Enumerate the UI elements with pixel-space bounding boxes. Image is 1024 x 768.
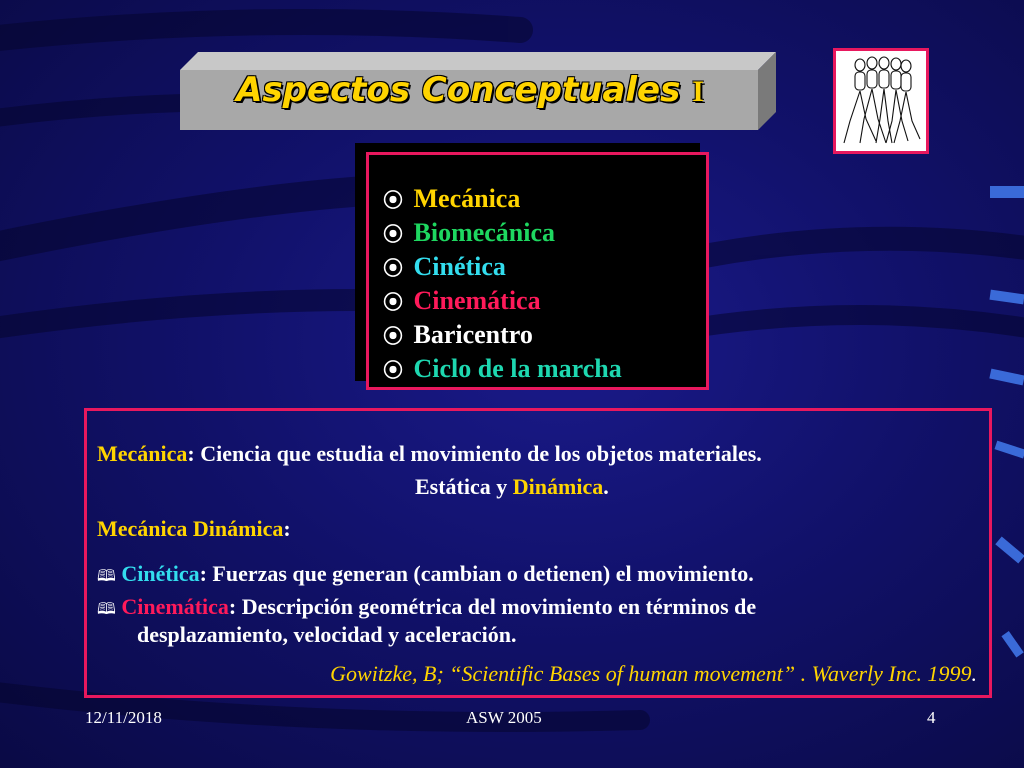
book-icon: 🕮: [97, 566, 116, 585]
walking-figures-icon: [836, 51, 926, 151]
term: Dinámica: [512, 474, 604, 499]
radio-bullet-icon: ⦿: [383, 256, 403, 280]
topic-label: Baricentro: [413, 320, 533, 349]
definition-text: : Fuerzas que generan (cambian o detienen) el movimiento.: [199, 561, 754, 586]
definition-text: : Ciencia que estudia el movimiento de los objetos materiales.: [187, 441, 762, 466]
footer-date: 12/11/2018: [85, 708, 162, 727]
definition-text: : Descripción geométrica del movimiento en términos de: [228, 594, 757, 619]
radio-bullet-icon: ⦿: [383, 324, 403, 348]
estatica-dinamica-line: [415, 474, 609, 500]
title-box: [180, 50, 776, 130]
definition-text: .: [603, 474, 609, 499]
citation-text: Gowitzke, B; “Scientific Bases of human movement” . Waverly Inc. 1999: [330, 661, 972, 686]
edge-accent: [989, 369, 1024, 386]
definition-text: desplazamiento, velocidad y aceleración.: [137, 622, 517, 647]
citation-end: .: [971, 661, 977, 686]
cinematica-definition: [97, 594, 756, 625]
topic-label: Biomecánica: [413, 218, 556, 247]
list-item: [383, 284, 541, 318]
radio-bullet-icon: ⦿: [383, 188, 403, 212]
topic-label: Mecánica: [413, 184, 521, 213]
term: Cinemática: [121, 594, 229, 619]
dinamica-heading: [97, 516, 291, 542]
radio-bullet-icon: ⦿: [383, 222, 403, 246]
definitions-box: [84, 408, 992, 698]
slide-title: [180, 60, 760, 120]
definition-text: Estática y: [415, 474, 513, 499]
topic-label: Ciclo de la marcha: [413, 354, 622, 383]
edge-accent: [1001, 631, 1023, 657]
title-main: Aspectos Conceptuales: [236, 70, 681, 110]
topic-label: Cinética: [413, 252, 506, 281]
topic-label: Cinemática: [413, 286, 541, 315]
radio-bullet-icon: ⦿: [383, 290, 403, 314]
mecanica-definition: [97, 441, 762, 467]
edge-accent: [990, 186, 1024, 198]
radio-bullet-icon: ⦿: [383, 358, 403, 382]
edge-accent: [994, 441, 1024, 459]
footer-page-number: 4: [927, 708, 936, 727]
topic-list: [366, 152, 709, 390]
gait-illustration: [833, 48, 929, 154]
list-item: [383, 182, 520, 216]
edge-accent: [989, 290, 1024, 305]
term: Cinética: [121, 561, 200, 586]
edge-accent: [995, 537, 1024, 564]
term: Mecánica: [97, 441, 188, 466]
cinetica-definition: [97, 561, 754, 592]
cinematica-definition-cont: [137, 622, 516, 648]
definition-text: :: [283, 516, 291, 541]
list-item: [383, 216, 555, 250]
list-item: [383, 250, 506, 284]
list-item: [383, 318, 533, 352]
title-numeral: I: [692, 75, 704, 108]
term: Mecánica Dinámica: [97, 516, 284, 541]
footer-center: ASW 2005: [466, 708, 542, 727]
book-icon: 🕮: [97, 599, 116, 618]
list-item: [383, 352, 622, 386]
citation: [330, 661, 977, 687]
